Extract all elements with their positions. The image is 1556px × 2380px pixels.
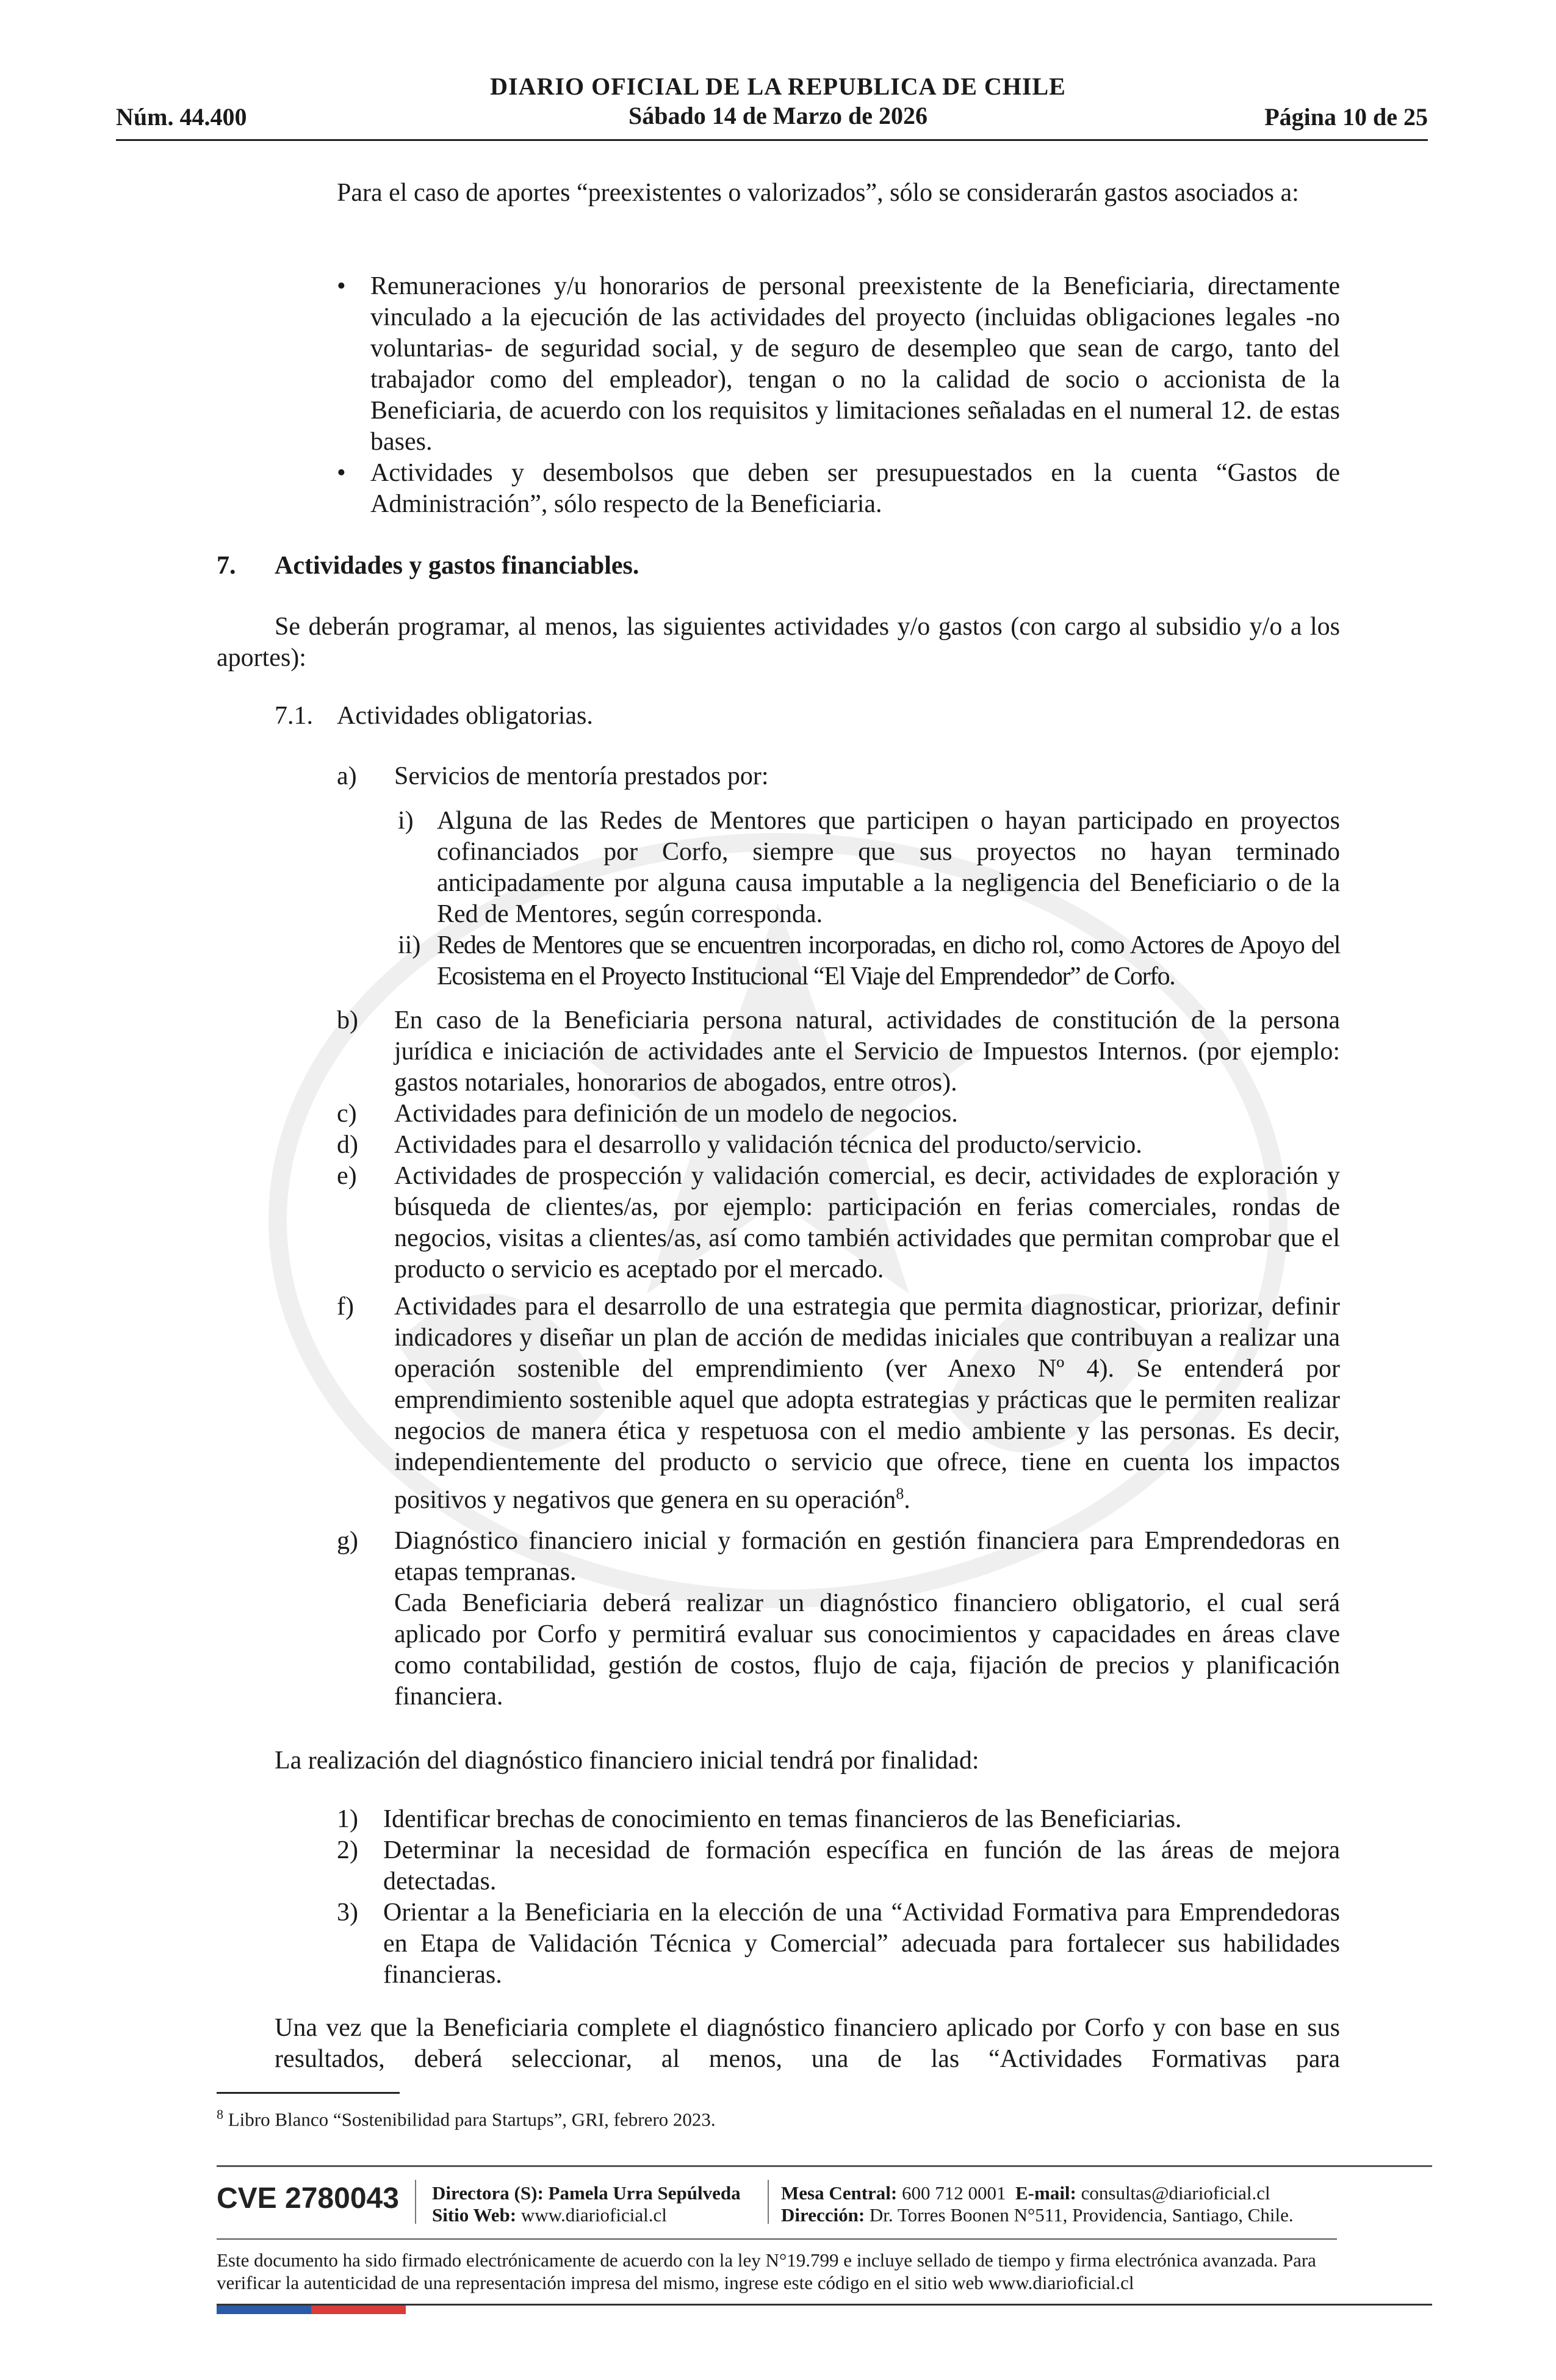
flag-stripe-blue [217,2306,311,2314]
mesa-label: Mesa Central: [781,2182,898,2204]
email-label: E-mail: [1015,2182,1076,2204]
item-marker-b: b) [337,1006,358,1034]
bullet-marker: • [337,459,346,487]
page-indicator: Página 10 de 25 [1264,103,1428,131]
footer-divider-top [217,2165,1432,2167]
address-label: Dirección: [781,2204,865,2226]
item-text-f-body: Actividades para el desarrollo de una estrategia que permita diagnosticar, priorizar, definir indicadores y diseñar un plan de acción de medidas iniciales que contribuyan a realizar una operación sostenible del emprendimiento (ver Anexo Nº 4). Se entenderá por emprendimiento sostenible aquel que adopta estrategias y prácticas que le permiten realizar negocios de manera ética y respetuosa con el medio ambiente y las personas. Es decir, independientemente del producto o servicio que ofrece, tiene en cuenta los impactos positivos y negativos que genera en su operación [394,1293,1340,1514]
num-marker-2: 2) [337,1836,358,1864]
item-marker-a: a) [337,762,357,790]
footnote-text: Libro Blanco “Sostenibilidad para Startups”, GRI, febrero 2023. [228,2108,716,2130]
item-marker-d: d) [337,1131,358,1159]
item-marker-f: f) [337,1293,354,1321]
section-paragraph: Se deberán programar, al menos, las siguientes actividades y/o gastos (con cargo al subsidio y/o a los aportes): [217,613,1340,672]
footer-separator [415,2180,416,2224]
footer-divider-middle [217,2238,1337,2240]
item-text-d: Actividades para el desarrollo y validación técnica del producto/servicio. [394,1131,1142,1159]
bullet-marker: • [337,272,346,300]
intro-paragraph: Para el caso de aportes “preexistentes o valorizados”, sólo se considerarán gastos asociados a: [337,179,1299,207]
director-name: Pamela Urra Sepúlveda [548,2182,741,2204]
subitem-marker-i: i) [398,807,414,835]
subsection-title: Actividades obligatorias. [337,702,593,730]
director-label: Directora (S): [432,2182,544,2204]
header-divider [116,139,1428,141]
item-text-e: Actividades de prospección y validación comercial, es decir, actividades de exploración y búsqueda de clientes/as, por ejemplo: participación en ferias comerciales, rondas de negocios, visitas a clientes/as, así como también actividades que permitan comprobar que el producto o servicio es aceptado por el mercado. [394,1162,1340,1283]
header-date: Sábado 14 de Marzo de 2026 [629,102,927,129]
footer-separator [768,2180,769,2224]
footnote [217,2107,716,2130]
num-text-2: Determinar la necesidad de formación específica en función de las áreas de mejora detectadas. [383,1836,1340,1895]
subsection-number: 7.1. [275,702,313,730]
section-number: 7. [217,552,236,580]
footnote-divider [217,2092,400,2094]
item-text-f-end: . [904,1486,910,1514]
item-text-g-detail: Cada Beneficiaria deberá realizar un diagnóstico financiero obligatorio, el cual será aplicado por Corfo y permitirá evaluar sus conocimientos y capacidades en áreas clave como contabilidad, gestión de costos, flujo de caja, fijación de precios y planificación financiera. [394,1589,1340,1711]
web-label: Sitio Web: [432,2204,517,2226]
footer-contact-block [781,2182,1294,2226]
num-marker-3: 3) [337,1899,358,1927]
diagnostic-paragraph: La realización del diagnóstico financiero inicial tendrá por finalidad: [275,1747,979,1775]
footer-director-block [432,2182,741,2226]
item-marker-g: g) [337,1527,358,1555]
web-link[interactable]: www.diarioficial.cl [520,2204,667,2226]
item-marker-e: e) [337,1162,357,1190]
section-title: Actividades y gastos financiables. [275,552,639,580]
flag-stripe-red [311,2306,406,2314]
bullet-list [337,271,1340,520]
address-text: Dr. Torres Boonen N°511, Providencia, Santiago, Chile. [869,2204,1294,2226]
legal-notice: Este documento ha sido firmado electrónicamente de acuerdo con la ley N°19.799 e incluye sellado de tiempo y firma electrónica avanzada. Para verificar la autenticidad de una representación impresa del mismo, ingrese este código en el sitio web www.diarioficial.cl [217,2249,1316,2293]
subitem-text-ii: Redes de Mentores que se encuentren incorporadas, en dicho rol, como Actores de Apoyo del Ecosistema en el Proyecto Institucional “El Viaje del Emprendedor” de Corfo. [437,931,1340,990]
list-item [337,458,1340,520]
email-link[interactable]: consultas@diarioficial.cl [1081,2182,1270,2204]
bullet-text: Remuneraciones y/u honorarios de personal preexistente de la Beneficiaria, directamente vinculado a la ejecución de las actividades del proyecto (incluidas obligaciones legales -no voluntarias- de seguridad social, y de seguro de desempleo que sean de cargo, tanto del trabajador como del empleador), tengan o no la calidad de socio o accionista de la Beneficiaria, de acuerdo con los requisitos y limitaciones señaladas en el numeral 12. de estas bases. [370,272,1340,456]
item-text-c: Actividades para definición de un modelo de negocios. [394,1100,958,1128]
mesa-phone: 600 712 0001 [902,2182,1006,2204]
bullet-text: Actividades y desembolsos que deben ser presupuestados en la cuenta “Gastos de Administración”, sólo respecto de la Beneficiaria. [370,459,1340,518]
subitem-text-i: Alguna de las Redes de Mentores que participen o hayan participado en proyectos cofinanciados por Corfo, siempre que sus proyectos no hayan terminado anticipadamente por alguna causa imputable a la negligencia del Beneficiario o de la Red de Mentores, según corresponda. [437,807,1340,928]
item-text-f [394,1291,1340,1516]
list-item [337,271,1340,458]
footnote-number: 8 [217,2107,223,2122]
item-text-g: Diagnóstico financiero inicial y formación en gestión financiera para Emprendedoras en etapas tempranas. [394,1527,1340,1586]
cve-code: CVE 2780043 [217,2182,399,2215]
closing-paragraph: Una vez que la Beneficiaria complete el diagnóstico financiero aplicado por Corfo y con base en sus resultados, deberá seleccionar, al menos, una de las “Actividades Formativas para [275,2014,1340,2073]
num-marker-1: 1) [337,1805,358,1833]
num-text-3: Orientar a la Beneficiaria en la elección de una “Actividad Formativa para Emprendedoras en Etapa de Validación Técnica y Comercial” adecuada para fortalecer sus habilidades financieras. [383,1899,1340,1989]
item-text-a: Servicios de mentoría prestados por: [394,762,769,790]
num-text-1: Identificar brechas de conocimiento en temas financieros de las Beneficiarias. [383,1805,1182,1833]
issue-number: Núm. 44.400 [116,103,247,131]
footnote-reference: 8 [896,1485,904,1502]
subitem-marker-ii: ii) [398,931,421,959]
item-text-b: En caso de la Beneficiaria persona natural, actividades de constitución de la persona jurídica e iniciación de actividades ante el Servicio de Impuestos Internos. (por ejemplo: gastos notariales, honorarios de abogados, entre otros). [394,1006,1340,1097]
item-marker-c: c) [337,1100,357,1128]
header-title: DIARIO OFICIAL DE LA REPUBLICA DE CHILE [490,73,1066,100]
